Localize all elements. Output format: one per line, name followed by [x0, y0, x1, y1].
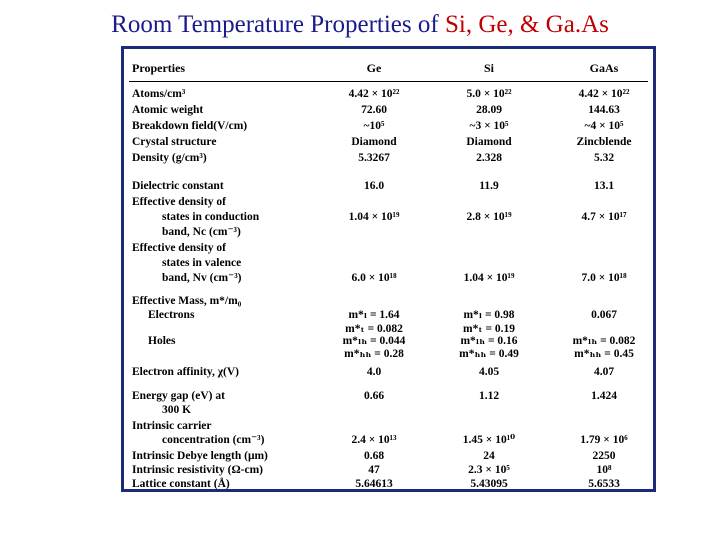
row-label: states in valence — [162, 257, 242, 269]
row-label: Intrinsic resistivity (Ω-cm) — [132, 464, 263, 476]
row-label: Intrinsic Debye length (μm) — [132, 450, 268, 462]
row-label: Intrinsic carrier — [132, 420, 212, 432]
table-row — [124, 294, 653, 308]
si-value: 1.12 — [478, 390, 500, 402]
row-label: Electrons — [148, 309, 195, 321]
gaas-value: 1.79 × 10⁶ — [580, 434, 628, 446]
gaas-value: 4.42 × 10²² — [578, 88, 630, 100]
table-row — [124, 179, 653, 193]
row-label: Atomic weight — [132, 104, 204, 116]
ge-value: m*ₗₕ = 0.044 — [342, 335, 406, 347]
title-prefix: Room Temperature Properties of — [111, 11, 445, 38]
si-value: 2.328 — [476, 152, 502, 164]
title-materials: Si, Ge, & Ga.As — [444, 11, 609, 38]
row-label: Dielectric constant — [132, 180, 224, 192]
ge-value: 4.0 — [366, 366, 382, 378]
ge-value: 5.64613 — [355, 478, 393, 490]
row-label: Effective density of — [132, 196, 226, 208]
gaas-value: 10⁸ — [596, 464, 612, 476]
si-value: ~3 × 10⁵ — [469, 120, 509, 132]
ge-value: 6.0 × 10¹⁸ — [351, 272, 397, 284]
table-row — [124, 449, 653, 463]
si-value: m*ₜ = 0.19 — [462, 323, 516, 335]
gaas-value: 2250 — [592, 450, 616, 462]
table-row — [124, 271, 653, 285]
header-gaas: GaAs — [589, 61, 619, 75]
row-label: Holes — [148, 335, 176, 347]
ge-value: 47 — [368, 464, 380, 476]
si-value: 5.43095 — [470, 478, 508, 490]
table-row — [124, 256, 653, 270]
si-value: 1.04 × 10¹⁹ — [463, 272, 515, 284]
gaas-value: ~4 × 10⁵ — [584, 120, 624, 132]
table-row — [124, 87, 653, 101]
table-row — [124, 419, 653, 433]
si-value: 28.09 — [476, 104, 502, 116]
gaas-value: 5.32 — [593, 152, 615, 164]
ge-value: 2.4 × 10¹³ — [351, 434, 397, 446]
row-label: Energy gap (eV) at — [132, 390, 225, 402]
ge-value: 4.42 × 10²² — [348, 88, 400, 100]
ge-value: 1.04 × 10¹⁹ — [348, 211, 400, 223]
row-label: states in conduction — [162, 211, 260, 223]
gaas-value: 1.424 — [591, 390, 617, 402]
table-row — [124, 403, 653, 417]
row-label: concentration (cm⁻³) — [162, 434, 265, 446]
ge-value: ~10⁵ — [363, 120, 385, 132]
table-row — [124, 210, 653, 224]
gaas-value: m*ₕₕ = 0.45 — [574, 348, 634, 360]
row-label: 300 K — [162, 404, 192, 416]
ge-value: 0.66 — [363, 390, 385, 402]
si-value: 4.05 — [478, 366, 500, 378]
si-value: 5.0 × 10²² — [466, 88, 512, 100]
row-label: Effective Mass, m*/m₀ — [132, 295, 242, 307]
header-ge: Ge — [366, 61, 382, 75]
table-row — [124, 151, 653, 165]
table-row — [124, 241, 653, 255]
si-value: Diamond — [466, 136, 512, 148]
table-row — [124, 477, 653, 491]
ge-value: m*ₗ = 1.64 — [348, 309, 400, 321]
row-label: Lattice constant (Å) — [132, 478, 230, 490]
header-properties: Properties — [132, 61, 186, 75]
ge-value: m*ₜ = 0.082 — [345, 323, 403, 335]
gaas-value: 144.63 — [588, 104, 620, 116]
ge-value: 72.60 — [361, 104, 387, 116]
page-title — [0, 10, 720, 40]
si-value: 2.8 × 10¹⁹ — [466, 211, 512, 223]
ge-value: Diamond — [351, 136, 397, 148]
row-label: band, Nv (cm⁻³) — [162, 272, 242, 284]
si-value: 11.9 — [479, 180, 499, 192]
si-value: 1.45 × 10¹⁰ — [462, 434, 516, 446]
table-row — [124, 347, 653, 361]
table-row — [124, 103, 653, 117]
table-row — [124, 195, 653, 209]
table-row — [124, 308, 653, 322]
row-label: Atoms/cm³ — [132, 88, 186, 100]
gaas-value: 7.0 × 10¹⁸ — [581, 272, 627, 284]
row-label: band, Nc (cm⁻³) — [162, 226, 241, 238]
si-value: m*ₕₕ = 0.49 — [459, 348, 519, 360]
header-si: Si — [483, 61, 494, 75]
gaas-value: Zincblende — [576, 136, 632, 148]
row-label: Crystal structure — [132, 136, 217, 148]
si-value: 24 — [483, 450, 495, 462]
si-value: m*ₗₕ = 0.16 — [460, 335, 518, 347]
gaas-value: 5.6533 — [588, 478, 620, 490]
gaas-value: m*ₗₕ = 0.082 — [572, 335, 636, 347]
gaas-value: 0.067 — [591, 309, 617, 321]
table-row — [124, 225, 653, 239]
table-row — [124, 365, 653, 379]
row-label: Electron affinity, χ(V) — [132, 366, 239, 378]
row-label: Breakdown field(V/cm) — [132, 120, 248, 132]
gaas-value: 4.7 × 10¹⁷ — [581, 211, 627, 223]
table-row — [124, 463, 653, 477]
table-row — [124, 135, 653, 149]
table-row — [124, 119, 653, 133]
ge-value: m*ₕₕ = 0.28 — [344, 348, 404, 360]
ge-value: 0.68 — [363, 450, 385, 462]
table-row — [124, 334, 653, 348]
si-value: 2.3 × 10⁵ — [468, 464, 510, 476]
si-value: m*ₗ = 0.98 — [463, 309, 515, 321]
properties-table — [121, 46, 656, 492]
row-label: Effective density of — [132, 242, 226, 254]
ge-value: 5.3267 — [358, 152, 390, 164]
gaas-value: 13.1 — [593, 180, 615, 192]
row-label: Density (g/cm³) — [132, 152, 207, 164]
ge-value: 16.0 — [363, 180, 385, 192]
gaas-value: 4.07 — [593, 366, 615, 378]
table-header-row — [124, 61, 653, 75]
table-row — [124, 433, 653, 447]
table-row — [124, 389, 653, 403]
